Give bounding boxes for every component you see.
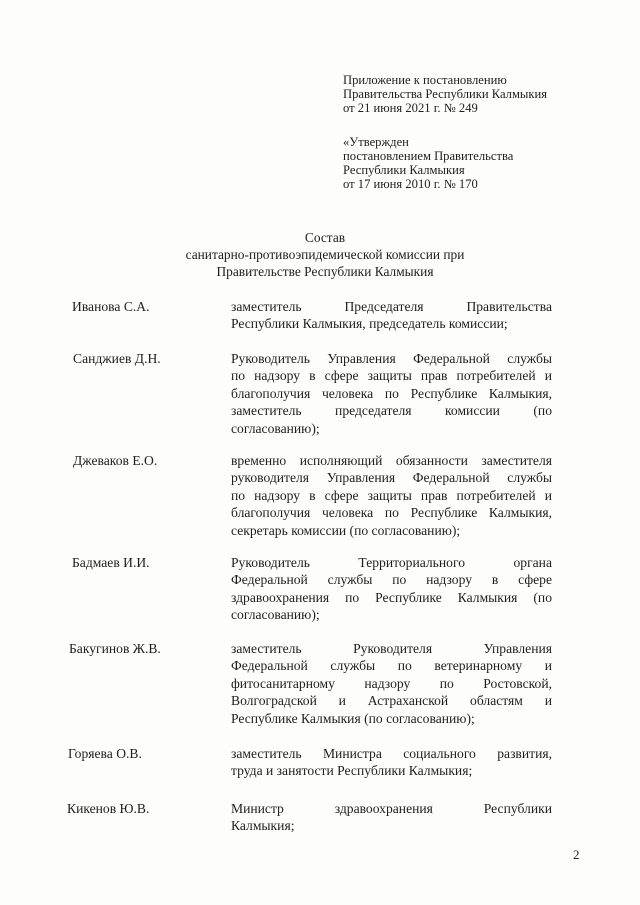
description-line: Руководитель Территориального органа <box>231 555 552 570</box>
member-description <box>231 298 552 333</box>
description-line: секретарь комиссии (по согласованию); <box>231 522 461 538</box>
appendix-note <box>343 73 603 116</box>
description-line: труда и занятости Республики Калмыкия; <box>231 763 473 779</box>
approval-line: постановлением Правительства <box>343 148 514 163</box>
title-line: Состав <box>304 230 346 245</box>
description-line: фитосанитарному надзору по Ростовской, <box>231 675 552 691</box>
member-description <box>231 452 552 539</box>
description-line: согласованию); <box>231 607 320 623</box>
description-line: заместитель Руководителя Управления <box>231 641 552 656</box>
description-line: Республике Калмыкия (по согласованию); <box>231 710 475 726</box>
approval-line: от 17 июня 2010 г. № 170 <box>343 177 478 192</box>
approval-line: Республики Калмыкия <box>343 163 465 178</box>
page-number: 2 <box>573 847 580 862</box>
member-description <box>231 640 552 727</box>
description-line: Федеральной службы по ветеринарному и <box>231 658 552 674</box>
approval-line: «Утвержден <box>343 134 409 149</box>
member-name: Бакугинов Ж.В. <box>69 641 161 656</box>
description-line: благополучия человека по Республике Калмыкия, <box>231 385 552 401</box>
member-name: Иванова С.А. <box>72 299 150 314</box>
description-line: по надзору в сфере защиты прав потребителей и <box>231 487 552 503</box>
description-line: Федеральной службы по надзору в сфере <box>231 572 552 588</box>
member-description <box>231 745 552 780</box>
appendix-line: от 21 июня 2021 г. № 249 <box>343 101 478 116</box>
document-title <box>0 229 640 280</box>
description-line: Министр здравоохранения Республики <box>231 801 552 816</box>
appendix-line: Правительства Республики Калмыкия <box>343 87 548 102</box>
member-name: Горяева О.В. <box>68 746 142 761</box>
member-name: Джеваков Е.О. <box>73 453 158 468</box>
description-line: руководителя Управления Федеральной службы <box>231 470 552 486</box>
description-line: Республики Калмыкия, председатель комиссии; <box>231 316 508 332</box>
member-description <box>231 554 552 624</box>
member-description <box>231 350 552 437</box>
member-name: Санджиев Д.Н. <box>73 351 161 366</box>
title-line: Правительстве Республики Калмыкия <box>216 264 434 279</box>
description-line: по надзору в сфере защиты прав потребителей и <box>231 368 552 384</box>
description-line: Волгоградской и Астраханской областям и <box>231 693 552 709</box>
title-line: санитарно-противоэпидемической комиссии при <box>185 247 465 262</box>
document-header <box>343 73 603 191</box>
description-line: согласованию); <box>231 420 320 436</box>
description-line: Руководитель Управления Федеральной службы <box>231 351 552 366</box>
description-line: заместитель Председателя Правительства <box>231 299 552 314</box>
description-line: Калмыкия; <box>231 818 295 834</box>
member-name: Кикенов Ю.В. <box>67 801 150 816</box>
description-line: благополучия человека по Республике Калмыкия, <box>231 505 552 521</box>
member-name: Бадмаев И.И. <box>72 555 150 570</box>
approval-note <box>343 135 603 192</box>
member-description <box>231 800 552 835</box>
description-line: заместитель Министра социального развития, <box>231 746 552 761</box>
description-line: заместитель председателя комиссии (по <box>231 403 552 419</box>
appendix-line: Приложение к постановлению <box>343 73 507 87</box>
description-line: здравоохранения по Республике Калмыкия (по <box>231 589 552 605</box>
description-line: временно исполняющий обязанности заместителя <box>231 453 552 468</box>
